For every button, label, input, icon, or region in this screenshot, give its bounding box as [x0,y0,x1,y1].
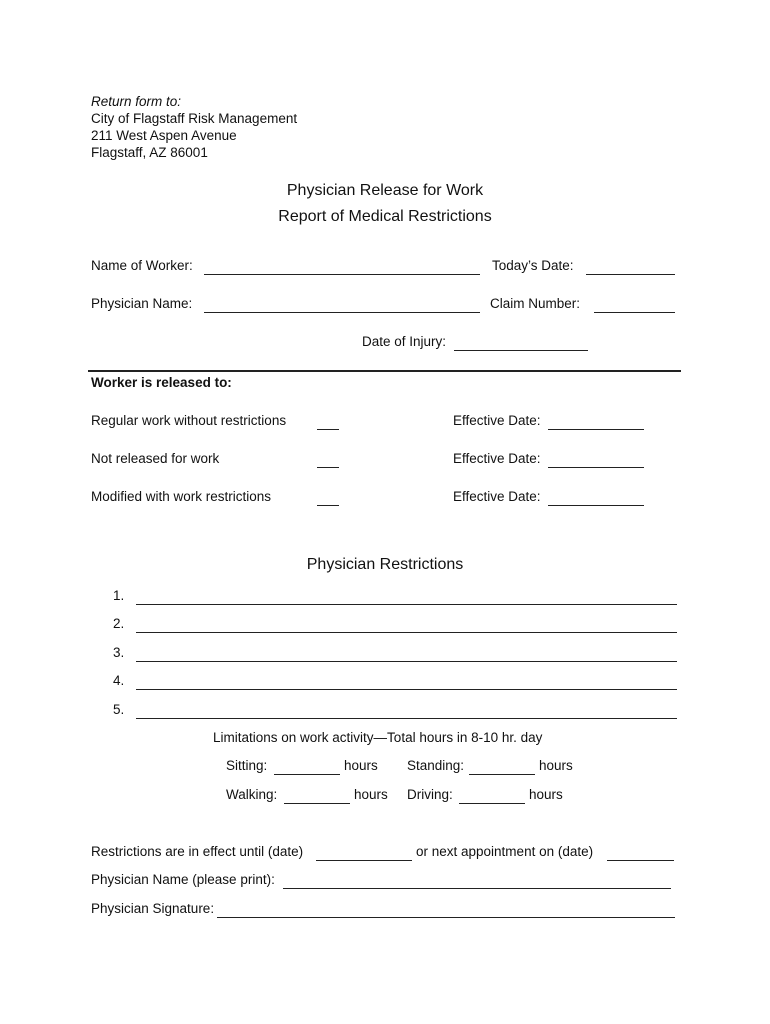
restrictions-until-field[interactable] [316,844,412,861]
standing-hours-field[interactable] [469,758,535,775]
next-appointment-label: or next appointment on (date) [416,844,594,859]
restrictions-heading: Physician Restrictions [306,556,464,573]
release-regular-checkbox[interactable] [317,413,339,430]
section-divider [88,370,681,372]
restriction-field-1[interactable] [136,588,677,605]
date-of-injury-label: Date of Injury: [362,334,447,349]
hours-label: hours [529,787,563,802]
sitting-label: Sitting: [226,758,268,773]
restriction-number: 2. [113,616,125,631]
release-option-regular: Regular work without restrictions [91,413,287,428]
effective-date-not-released-field[interactable] [548,451,644,468]
physician-print-name-label: Physician Name (please print): [91,872,275,887]
effective-date-label: Effective Date: [453,489,541,504]
release-modified-checkbox[interactable] [317,489,339,506]
physician-name-label: Physician Name: [91,296,193,311]
driving-hours-field[interactable] [459,787,525,804]
standing-label: Standing: [407,758,465,773]
next-appointment-field[interactable] [607,844,674,861]
return-heading: Return form to: [91,94,182,109]
physician-signature-label: Physician Signature: [91,901,215,916]
restriction-field-5[interactable] [136,702,677,719]
return-line-3: Flagstaff, AZ 86001 [91,145,208,160]
effective-date-regular-field[interactable] [548,413,644,430]
restriction-number: 3. [113,645,125,660]
restrictions-until-label: Restrictions are in effect until (date) [91,844,304,859]
hours-label: hours [539,758,573,773]
walking-label: Walking: [226,787,278,802]
sitting-hours-field[interactable] [274,758,340,775]
hours-label: hours [354,787,388,802]
claim-number-label: Claim Number: [490,296,581,311]
form-subtitle: Report of Medical Restrictions [278,208,492,225]
walking-hours-field[interactable] [284,787,350,804]
release-option-not-released: Not released for work [91,451,220,466]
physician-signature-field[interactable] [217,901,675,918]
worker-name-field[interactable] [204,258,480,275]
effective-date-label: Effective Date: [453,451,541,466]
restriction-number: 4. [113,673,125,688]
restriction-number: 1. [113,588,125,603]
form-title: Physician Release for Work [286,182,484,199]
physician-name-field[interactable] [204,296,480,313]
worker-name-label: Name of Worker: [91,258,193,273]
restriction-field-2[interactable] [136,616,677,633]
release-option-modified: Modified with work restrictions [91,489,272,504]
restriction-field-4[interactable] [136,673,677,690]
release-heading: Worker is released to: [91,375,232,390]
return-line-2: 211 West Aspen Avenue [91,128,237,143]
effective-date-label: Effective Date: [453,413,541,428]
physician-print-name-field[interactable] [283,872,671,889]
claim-number-field[interactable] [594,296,675,313]
effective-date-modified-field[interactable] [548,489,644,506]
release-not-released-checkbox[interactable] [317,451,339,468]
driving-label: Driving: [407,787,453,802]
restriction-field-3[interactable] [136,645,677,662]
hours-label: hours [344,758,378,773]
date-of-injury-field[interactable] [454,334,588,351]
todays-date-field[interactable] [586,258,675,275]
restriction-number: 5. [113,702,125,717]
todays-date-label: Today’s Date: [492,258,574,273]
return-line-1: City of Flagstaff Risk Management [91,111,298,126]
limitations-heading: Limitations on work activity—Total hours in 8-10 hr. day [213,730,543,745]
